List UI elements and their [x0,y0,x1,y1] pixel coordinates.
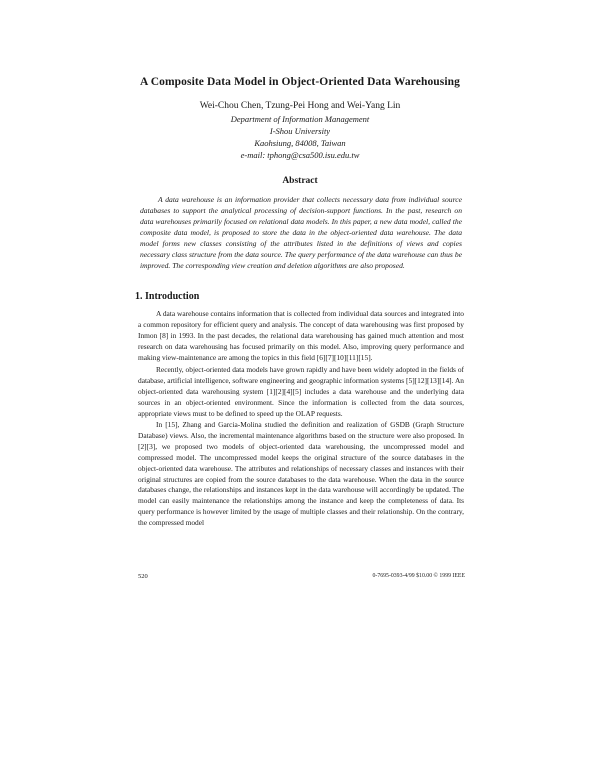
affiliation-university: I-Shou University [269,126,331,136]
intro-paragraph-1: A data warehouse contains information that is collected from individual data sources and integrated into a common repository for efficient query and analysis. The concept of data warehousing was first proposed by Inmon [8] in 1993. In the past decades, the relational data warehousing has gained much attention and most research on data warehousing has focused primarily on this model. Also, improving query performance and making view-maintenance are among the topics in this field [6][7][10][11][15]. [138,309,464,362]
intro-paragraph-3: In [15], Zhang and Garcia-Molina studied the definition and realization of GSDB (Graph Structure Database) views. Also, the incremental maintenance algorithms based on the structure were also proposed. In [2][3], we proposed two models of object-oriented data warehousing, the uncompressed model and compressed model. The uncompressed model keeps the original structure of the source databases in the object-oriented data warehouse. The attributes and relationships of necessary classes and instances with their original structures are copied from the source databases to the data warehouse. When the data in the source databases change, the relationships and instances kept in the data warehouse will accordingly be updated. The model can easily maintenance the relationships among the instance and keep the completeness of data. Its query performance is however limited by the usage of multiple classes and their relationship. On the contrary, the compressed model [138,420,464,528]
section-heading-introduction: 1. Introduction [135,291,200,302]
affiliation-location: Kaohsiung, 84008, Taiwan [254,138,346,148]
copyright-notice: 0-7695-0393-4/99 $10.00 © 1999 IEEE [372,573,465,579]
abstract-heading: Abstract [282,176,318,186]
author-list: Wei-Chou Chen, Tzung-Pei Hong and Wei-Yang Lin [199,101,401,111]
page-number: 520 [138,573,148,580]
affiliation-department: Department of Information Management [230,114,370,124]
intro-paragraph-2: Recently, object-oriented data models have grown rapidly and have been widely adopted in the fields of database, artificial intelligence, software engineering and geographic information systems [5][12][13][14]. An object-oriented data warehousing system [1][2][4][5] includes a data warehouse and the underlying data sources in an object-oriented environment. Since the information is collected from the data sources, appropriate views must to be defined to speed up the OLAP requests. [138,365,464,418]
paper-title: A Composite Data Model in Object-Oriented Data Warehousing [139,76,461,88]
affiliation-email: e-mail: tphong@csa500.isu.edu.tw [240,150,360,160]
abstract-text: A data warehouse is an information provider that collects necessary data from individual source databases to support the analytical processing of decision-support functions. In the past, research on data warehouses primarily focused on relational data models. In this paper, a new data model, called the composite data model, is proposed to store the data in the object-oriented data warehouse. The data model forms new classes consisting of the attributes listed in the definitions of views and copies necessary class structure from the data source. The query performance of the data warehouse can thus be improved. The corresponding view creation and deletion algorithms are also proposed. [140,195,462,270]
